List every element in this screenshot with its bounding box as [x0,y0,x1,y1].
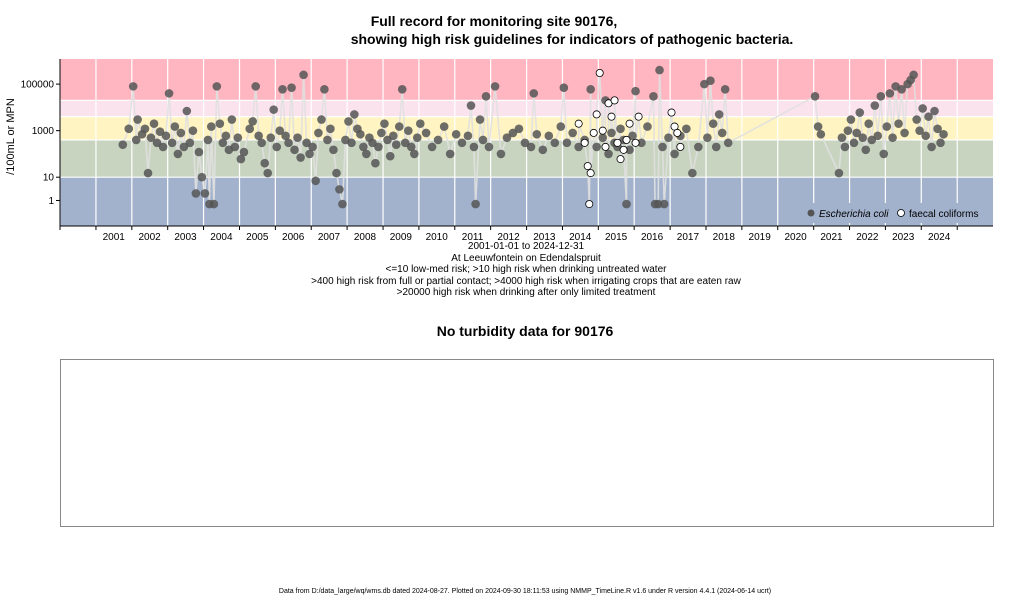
ecoli-point [927,143,936,152]
legend-faecal-marker [898,210,905,217]
ecoli-point [335,185,344,194]
ecoli-point [882,122,891,131]
ecoli-point [533,130,542,139]
ecoli-point [871,101,880,110]
ecoli-point [395,122,404,131]
x-tick-label: 2009 [389,232,412,243]
faecal-point [596,69,603,76]
turbidity-title: No turbidity data for 90176 [436,323,614,339]
ecoli-point [655,66,664,75]
x-tick-label: 2023 [892,232,915,243]
ecoli-point [841,143,850,152]
ecoli-point [293,133,302,142]
ecoli-point [470,143,479,152]
ecoli-point [861,146,870,155]
ecoli-point [660,200,669,209]
ecoli-point [228,115,237,124]
ecoli-point [263,169,272,178]
ecoli-point [162,132,171,141]
x-tick-label: 2001 [102,232,125,243]
ecoli-point [171,122,180,131]
y-axis-label: /100mL or MPN [5,98,17,175]
ecoli-point [560,83,569,92]
caption-date-range: 2001-01-01 to 2024-12-31 [467,241,585,252]
x-tick-label: 2024 [928,232,951,243]
ecoli-point [864,119,873,128]
ecoli-point [150,119,159,128]
ecoli-point [649,92,658,101]
faecal-point [575,120,582,127]
ecoli-point [709,119,718,128]
ecoli-point [234,133,243,142]
ecoli-point [479,136,488,145]
ecoli-point [539,146,548,155]
chart-title-line-1: Full record for monitoring site 90176, [370,13,618,29]
ecoli-point [545,132,554,141]
ecoli-point [467,101,476,110]
ecoli-point [858,133,867,142]
ecoli-point [912,115,921,124]
ecoli-point [434,136,443,145]
ecoli-point [296,153,305,162]
ecoli-point [404,126,413,135]
chart-title-line-2: showing high risk guidelines for indicators of pathogenic bacteria. [350,31,794,47]
x-tick-label: 2005 [246,232,269,243]
ecoli-point [344,117,353,126]
ecoli-point [216,119,225,128]
ecoli-point [338,200,347,209]
ecoli-point [622,200,631,209]
ecoli-point [278,85,287,94]
ecoli-point [886,89,895,98]
legend-ecoli-label: Escherichia coli [819,209,889,220]
ecoli-point [811,92,820,101]
ecoli-point [835,169,844,178]
ecoli-point [159,143,168,152]
ecoli-point [347,139,356,148]
ecoli-point [440,122,449,131]
ecoli-point [909,71,918,80]
ecoli-point [260,159,269,168]
ecoli-point [888,133,897,142]
ecoli-point [168,139,177,148]
ecoli-point [248,117,257,126]
x-tick-label: 2017 [676,232,700,243]
ecoli-point [476,115,485,124]
ecoli-point [398,85,407,94]
ecoli-point [257,139,266,148]
faecal-point [602,143,609,150]
ecoli-point [529,89,538,98]
ecoli-point [718,129,727,138]
ecoli-point [814,122,823,131]
ecoli-point [189,126,198,135]
ecoli-point [392,140,401,149]
ecoli-point [141,125,150,134]
ecoli-point [838,133,847,142]
ecoli-point [251,82,260,91]
faecal-point [617,155,624,162]
ecoli-point [222,132,231,141]
ecoli-point [556,122,565,131]
ecoli-point [198,173,207,182]
y-tick-label: 1000 [31,126,54,138]
ecoli-point [317,115,326,124]
ecoli-point [527,143,536,152]
ecoli-point [266,133,275,142]
ecoli-point [207,122,216,131]
ecoli-point [482,92,491,101]
ecoli-point [129,82,138,91]
x-tick-label: 2002 [138,232,161,243]
ecoli-point [563,139,572,148]
ecoli-point [670,150,679,159]
ecoli-point [658,143,667,152]
ecoli-point [174,150,183,159]
ecoli-point [715,110,724,119]
ecoli-point [290,146,299,155]
ecoli-point [201,189,210,198]
faecal-point [590,129,597,136]
ecoli-point [458,139,467,148]
ecoli-point [550,139,559,148]
faecal-point [581,139,588,146]
ecoli-point [192,189,201,198]
ecoli-point [446,150,455,159]
ecoli-point [643,122,652,131]
ecoli-point [930,107,939,116]
ecoli-point [210,200,219,209]
faecal-point [611,97,618,104]
ecoli-point [724,139,733,148]
ecoli-point [183,107,192,116]
ecoli-point [326,125,335,134]
ecoli-point [428,143,437,152]
y-tick-label: 1 [48,195,54,207]
ecoli-point [413,133,422,142]
x-tick-label: 2013 [533,232,556,243]
legend [802,203,988,223]
ecoli-point [165,89,174,98]
faecal-point [623,136,630,143]
ecoli-point [380,119,389,128]
ecoli-point [323,136,332,145]
ecoli-point [177,129,186,138]
footer-note: Data from D:/data_large/wq/wms.db dated 2024-08-27. Plotted on 2024-09-30 18:11:53 using NMMP_TimeLine.R v1.6 under R version 4.4.1 (2024-06-14 ucrt) [278,588,772,595]
faecal-point [620,146,627,153]
ecoli-point [682,125,691,134]
legend-ecoli-marker [808,210,815,217]
ecoli-point [186,139,195,148]
ecoli-point [706,76,715,85]
ecoli-point [464,132,473,141]
ecoli-point [873,132,882,141]
x-tick-label: 2015 [604,232,628,243]
ecoli-point [712,143,721,152]
ecoli-point [204,136,213,145]
ecoli-point [855,108,864,117]
ecoli-point [240,148,249,157]
ecoli-point [936,139,945,148]
ecoli-point [356,130,365,139]
ecoli-point [374,143,383,152]
ecoli-point [231,143,240,152]
faecal-point [674,129,681,136]
x-tick-label: 2006 [282,232,305,243]
ecoli-point [607,129,616,138]
ecoli-point [377,129,386,138]
ecoli-point [847,115,856,124]
faecal-point [632,139,639,146]
ecoli-point [876,92,885,101]
legend-faecal-label: faecal coliforms [909,209,979,220]
ecoli-point [269,105,278,114]
y-tick-label: 10 [42,172,54,184]
ecoli-point [362,150,371,159]
ecoli-point [592,143,601,152]
ecoli-point [879,150,888,159]
ecoli-point [195,148,204,157]
ecoli-point [664,133,673,142]
ecoli-point [616,125,625,134]
faecal-point [668,109,675,116]
ecoli-point [515,125,524,134]
ecoli-point [844,126,853,135]
ecoli-point [389,132,398,141]
ecoli-point [688,169,697,178]
ecoli-point [386,152,395,161]
caption-site: At Leeuwfontein on Edendalspruit [451,253,601,264]
ecoli-point [939,130,948,139]
ecoli-point [471,200,480,209]
caption-guideline-2: >400 high risk from full or partial contact; >4000 high risk when irrigating crops that are eaten raw [311,276,741,287]
ecoli-point [118,140,127,149]
ecoli-point [422,129,431,138]
ecoli-point [921,132,930,141]
ecoli-point [850,139,859,148]
faecal-point [593,111,600,118]
ecoli-point [124,125,133,134]
faecal-point [608,113,615,120]
turbidity-plot-area [60,359,994,527]
faecal-point [635,113,642,120]
ecoli-point [416,119,425,128]
ecoli-point [703,133,712,142]
ecoli-point [894,119,903,128]
ecoli-point [721,85,730,94]
ecoli-point [284,139,293,148]
ecoli-point [133,115,142,124]
caption-guideline-1: <=10 low-med risk; >10 high risk when drinking untreated water [385,264,667,275]
x-tick-label: 2021 [820,232,843,243]
ecoli-point [314,129,323,138]
ecoli-point [320,85,329,94]
x-tick-label: 2011 [461,232,484,243]
ecoli-point [245,125,254,134]
ecoli-point [631,87,640,96]
faecal-point [587,170,594,177]
x-tick-label: 2010 [425,232,448,243]
ecoli-point [452,130,461,139]
ecoli-point [311,177,320,186]
ecoli-point [299,71,308,80]
ecoli-point [918,104,927,113]
faecal-point [586,200,593,207]
ecoli-point [694,143,703,152]
y-tick-label: 100000 [20,79,54,91]
faecal-point [626,120,633,127]
x-tick-label: 2008 [353,232,377,243]
ecoli-point [817,130,826,139]
faecal-point [614,139,621,146]
x-tick-label: 2016 [640,232,664,243]
ecoli-point [287,83,296,92]
ecoli-point [568,129,577,138]
ecoli-point [485,143,494,152]
ecoli-point [308,143,317,152]
ecoli-point [410,150,419,159]
ecoli-point [332,169,341,178]
faecal-point [599,127,606,134]
ecoli-point [272,143,281,152]
x-tick-label: 2007 [317,232,341,243]
x-tick-label: 2004 [210,232,233,243]
ecoli-point [586,85,595,94]
x-tick-label: 2020 [784,232,807,243]
caption-guideline-3: >20000 high risk when drinking after only limited treatment [396,287,656,298]
ecoli-point [144,169,153,178]
x-tick-label: 2022 [856,232,879,243]
x-tick-label: 2012 [497,232,520,243]
ecoli-point [900,129,909,138]
x-tick-label: 2019 [748,232,771,243]
ecoli-point [497,150,506,159]
x-tick-label: 2018 [712,232,735,243]
x-tick-label: 2014 [569,232,592,243]
ecoli-point [491,82,500,91]
x-tick-label: 2003 [174,232,197,243]
faecal-point [584,162,591,169]
ecoli-point [350,110,359,119]
ecoli-point [329,146,338,155]
ecoli-point [213,82,222,91]
ecoli-point [371,159,380,168]
faecal-point [677,143,684,150]
